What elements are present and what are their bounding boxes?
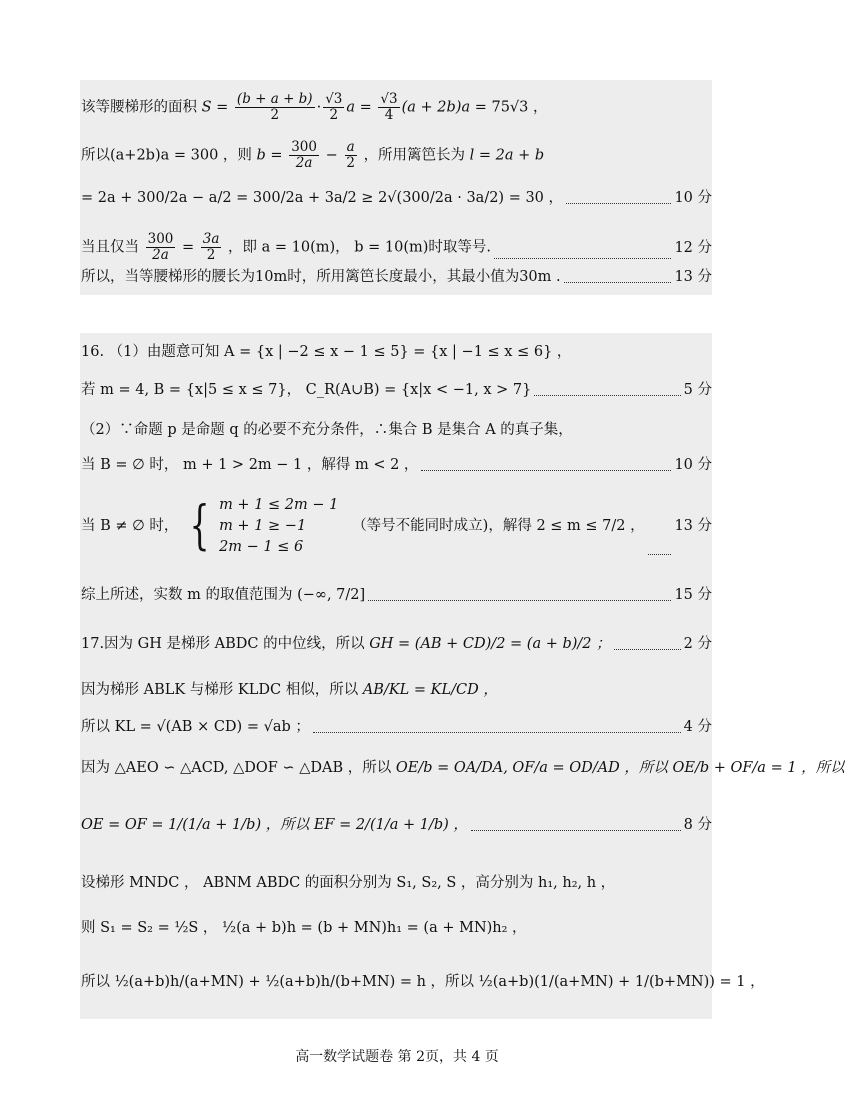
score: 13 分 (674, 269, 712, 285)
p16-line-2: 若 m = 4, B = {x|5 ≤ x ≤ 7}， C_R(A∪B) = {x|x < −1, x > 7} 5 分 (81, 382, 712, 398)
score: 15 分 (674, 587, 712, 603)
p15-line-2: 所以(a+2b)a = 300 ，则 b = $\frac{300}{2a}$ − $\frac{a}{2}$ ，所用篱笆长为 l = 2a + b (81, 139, 545, 171)
p16-line-6: 综上所述，实数 m 的取值范围为 (−∞, 7/2] 15 分 (81, 587, 712, 603)
leader-dots (421, 470, 671, 471)
p15-line-3-math: = 2a + 300/2a − a/2 = 300/2a + 3a/2 ≥ 2√(300/2a · 3a/2) = 30 ， (81, 190, 564, 206)
score: 8 分 (683, 817, 712, 833)
leader-dots (534, 395, 680, 396)
score: 10 分 (674, 190, 712, 206)
p17-line-6: 设梯形 MNDC ， ABNM ABDC 的面积分别为 S₁, S₂, S ，高分别为 h₁, h₂, h ， (81, 875, 616, 891)
leader-dots (566, 203, 671, 204)
p16-line-4: 当 B = ∅ 时， m + 1 > 2m − 1 ，解得 m < 2 ， 10 分 (81, 457, 712, 473)
p17-line-8: 所以 ½(a+b)h/(a+MN) + ½(a+b)h/(b+MN) = h ，所以 ½(a+b)(1/(a+MN) + 1/(b+MN)) = 1 ， (81, 974, 765, 990)
p16-line-1: 16. （1）由题意可知 A = {x | −2 ≤ x − 1 ≤ 5} = {x | −1 ≤ x ≤ 6} ， (81, 344, 572, 360)
p15-line-3 (81, 188, 712, 208)
score: 4 分 (683, 719, 712, 735)
leader-dots (368, 600, 671, 601)
leader-dots (614, 649, 681, 650)
page-footer: 高一数学试题卷 第 2页，共 4 页 (295, 1049, 499, 1065)
score: 2 分 (683, 636, 712, 652)
p17-line-4: 因为 △AEO ∽ △ACD, △DOF ∽ △DAB ，所以 OE/b = OA/DA, OF/a = OD/AD ，所以 OE/b + OF/a = 1 ，所以 (81, 760, 845, 776)
leader-dots (313, 732, 681, 733)
p15-line-4: 当且仅当 $\frac{300}{2a}$ = $\frac{3a}{2}$ ，即 a = 10(m)， b = 10(m)时取等号. 12 分 (81, 231, 712, 263)
p16-line-3: （2）∵命题 p 是命题 q 的必要不充分条件，∴集合 B 是集合 A 的真子集， (81, 422, 573, 438)
leader-dots (494, 258, 671, 259)
score: 12 分 (674, 239, 712, 256)
p17-line-2: 因为梯形 ABLK 与梯形 KLDC 相似，所以 AB/KL = KL/CD ， (81, 682, 498, 698)
p16-line-5: 当 B ≠ ∅ 时， { m + 1 ≤ 2m − 1 m + 1 ≥ −1 2m − 1 ≤ 6 （等号不能同时成立)，解得 2 ≤ m ≤ 7/2 ， 13 分 (81, 493, 712, 559)
p15-line-5: 所以，当等腰梯形的腰长为10m时，所用篱笆长度最小，其最小值为30m . 13 分 (81, 269, 712, 285)
p15-line-1: 该等腰梯形的面积 S = $\frac{(b + a + b)}{2}$ · $\frac{√3}{2}$ a = $\frac{√3}{4}$ (a + 2b)a = 75√3 ， (81, 91, 548, 123)
score: 13 分 (674, 518, 712, 534)
inequality-system: { m + 1 ≤ 2m − 1 m + 1 ≥ −1 2m − 1 ≤ 6 (189, 496, 339, 556)
leader-dots (648, 554, 672, 555)
p17-line-7: 则 S₁ = S₂ = ½S ， ½(a + b)h = (b + MN)h₁ = (a + MN)h₂ ， (81, 920, 527, 936)
score: 5 分 (683, 382, 712, 398)
p17-line-3: 所以 KL = √(AB × CD) = √ab ； 4 分 (81, 719, 712, 735)
score: 10 分 (674, 457, 712, 473)
p17-line-1: 17.因为 GH 是梯形 ABDC 的中位线，所以 GH = (AB + CD)/2 = (a + b)/2 ； 2 分 (81, 636, 712, 652)
p17-line-5: OE = OF = 1/(1/a + 1/b) ，所以 EF = 2/(1/a + 1/b) ， 8 分 (81, 817, 712, 833)
leader-dots (564, 282, 672, 283)
leader-dots (471, 830, 681, 831)
